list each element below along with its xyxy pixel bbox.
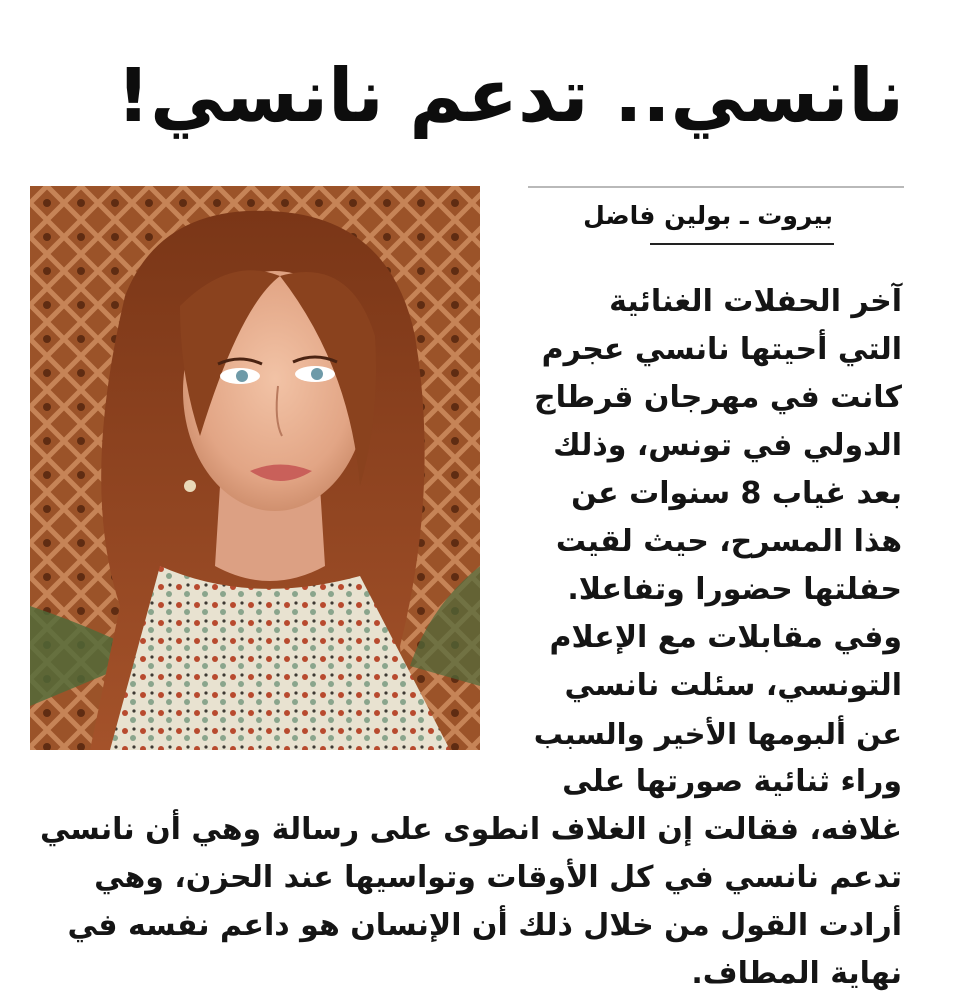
body-line: الدولي في تونس، وذلك: [553, 428, 902, 463]
body-line: تدعم نانسي في كل الأوقات وتواسيها عند الحزن، وهي: [94, 860, 902, 895]
body-line: كانت في مهرجان قرطاج: [533, 380, 902, 415]
body-line: هذا المسرح، حيث لقيت: [555, 524, 902, 559]
article-body: [0, 278, 974, 998]
body-line: بعد غياب 8 سنوات عن: [571, 476, 902, 511]
body-line: آخر الحفلات الغنائية: [609, 284, 902, 319]
body-line: نهاية المطاف.: [691, 956, 902, 991]
body-line: وفي مقابلات مع الإعلام: [549, 620, 902, 655]
top-rule-divider: [528, 186, 904, 188]
body-line: وراء ثنائية صورتها على: [562, 764, 902, 799]
body-line: التونسي، سئلت نانسي: [564, 668, 902, 703]
body-line: أرادت القول من خلال ذلك أن الإنسان هو داعم نفسه في: [67, 908, 902, 943]
body-line: التي أحيتها نانسي عجرم: [541, 332, 902, 367]
byline: بيروت ـ بولين فاضل: [583, 201, 833, 230]
body-line: غلافه، فقالت إن الغلاف انطوى على رسالة وهي أن نانسي: [39, 812, 902, 847]
headline: نانسي.. تدعم نانسي!: [116, 53, 904, 139]
body-line: عن ألبومها الأخير والسبب: [533, 717, 902, 751]
body-line: حفلتها حضورا وتفاعلا.: [567, 572, 902, 607]
byline-underline: [650, 243, 834, 245]
